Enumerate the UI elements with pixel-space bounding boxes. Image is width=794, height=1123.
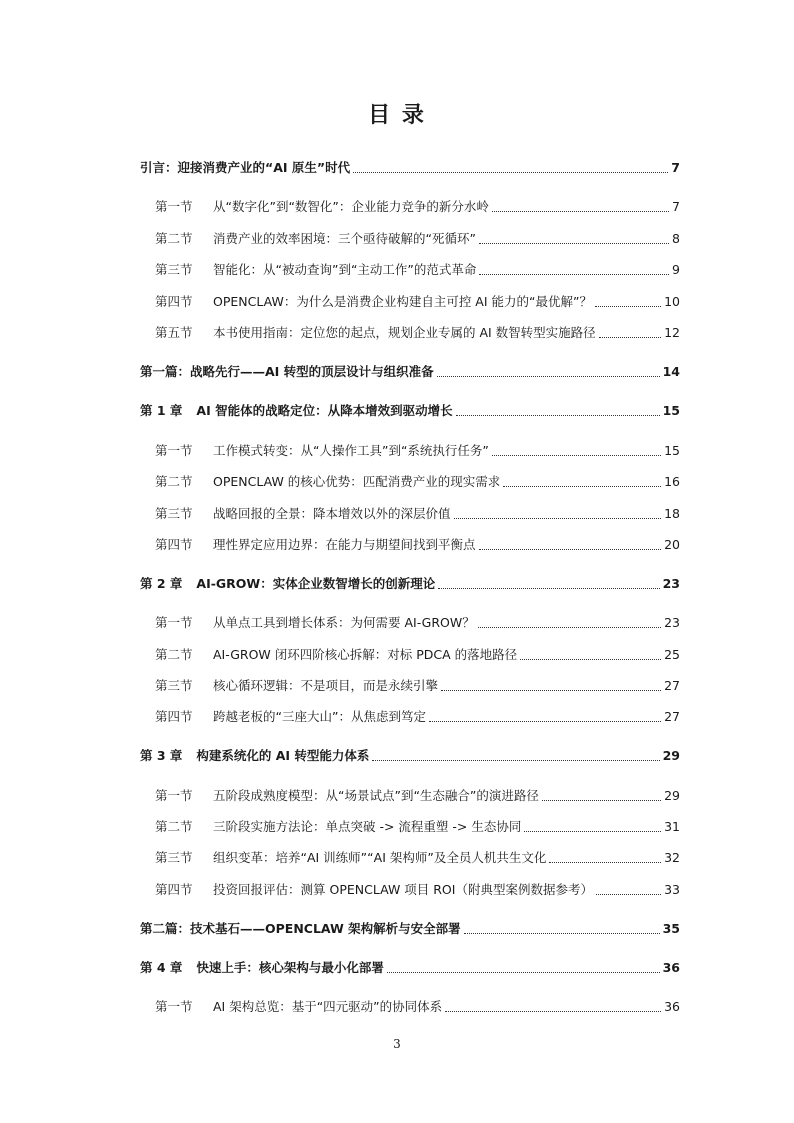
- toc-heading-entry[interactable]: [140, 362, 680, 382]
- toc-entry-page: 15: [664, 443, 680, 458]
- toc-section-entry[interactable]: [155, 260, 680, 280]
- toc-section-entry[interactable]: [155, 292, 680, 312]
- dot-leader: [542, 800, 661, 801]
- toc-section-entry[interactable]: [155, 535, 680, 555]
- toc-entry-title: AI 架构总览：基于“四元驱动”的协同体系: [213, 999, 443, 1014]
- toc-entry-number: 第 1 章: [140, 403, 183, 418]
- dot-leader: [353, 172, 668, 173]
- toc-entry-title: AI 智能体的战略定位：从降本增效到驱动增长: [196, 403, 453, 418]
- toc-entry-title: 工作模式转变：从“人操作工具”到“系统执行任务”: [213, 443, 489, 458]
- dot-leader: [599, 337, 661, 338]
- toc-section-entry[interactable]: [155, 880, 680, 900]
- toc-heading-entry[interactable]: [140, 574, 680, 594]
- dot-leader: [464, 933, 660, 934]
- toc-entry-number: 第三节: [155, 850, 193, 865]
- toc-entry-number: 第一节: [155, 443, 193, 458]
- toc-entry-number: 第三节: [155, 262, 193, 277]
- toc-entry-page: 32: [664, 850, 680, 865]
- dot-leader: [549, 862, 661, 863]
- toc-heading-entry[interactable]: [140, 919, 680, 939]
- toc-entry-title: 三阶段实施方法论：单点突破 -> 流程重塑 -> 生态协同: [213, 819, 522, 834]
- toc-entry-number: 第二节: [155, 474, 193, 489]
- toc-entry-number: 第三节: [155, 506, 193, 521]
- dot-leader: [372, 760, 659, 761]
- toc-entry-number: 第四节: [155, 294, 193, 309]
- toc-entry-title: 跨越老板的“三座大山”：从焦虑到笃定: [213, 709, 426, 724]
- toc-entry-number: 第 4 章: [140, 960, 183, 975]
- toc-entry-page: 14: [662, 364, 680, 379]
- dot-leader: [454, 518, 662, 519]
- toc-entry-number: 第二节: [155, 231, 193, 246]
- toc-section-entry[interactable]: [155, 323, 680, 343]
- toc-entry-title: 从单点工具到增长体系：为何需要 AI-GROW？: [213, 615, 475, 630]
- toc-entry-page: 16: [664, 474, 680, 489]
- dot-leader: [492, 211, 669, 212]
- toc-entry-title: 战略回报的全景：降本增效以外的深层价值: [213, 506, 451, 521]
- toc-entry-page: 23: [662, 576, 680, 591]
- toc-entry-number: 第一节: [155, 999, 193, 1014]
- toc-entry-title: AI-GROW：实体企业数智增长的创新理论: [196, 576, 436, 591]
- toc-entry-number: 第三节: [155, 678, 193, 693]
- toc-section-entry[interactable]: [155, 997, 680, 1017]
- toc-entry-page: 29: [664, 788, 680, 803]
- toc-entry-page: 12: [664, 325, 680, 340]
- toc-heading-entry[interactable]: [140, 958, 680, 978]
- toc-entry-number: 第四节: [155, 709, 193, 724]
- toc-section-entry[interactable]: [155, 645, 680, 665]
- toc-entry-page: 33: [664, 882, 680, 897]
- toc-entry-title: 核心循环逻辑：不是项目，而是永续引擎: [213, 678, 439, 693]
- dot-leader: [429, 721, 661, 722]
- toc-entry-number: 第 3 章: [140, 748, 183, 763]
- toc-entry-page: 20: [664, 537, 680, 552]
- toc-entry-number: 第一节: [155, 788, 193, 803]
- toc-section-entry[interactable]: [155, 707, 680, 727]
- toc-entry-page: 10: [664, 294, 680, 309]
- toc-heading-entry[interactable]: [140, 158, 680, 178]
- dot-leader: [445, 1011, 661, 1012]
- toc-entry-title: 快速上手：核心架构与最小化部署: [196, 960, 384, 975]
- dot-leader: [438, 588, 659, 589]
- toc-entry-title: 理性界定应用边界：在能力与期望间找到平衡点: [213, 537, 476, 552]
- toc-entry-page: 7: [672, 199, 680, 214]
- toc-heading-entry[interactable]: [140, 401, 680, 421]
- dot-leader: [596, 894, 661, 895]
- dot-leader: [437, 376, 660, 377]
- toc-entry-page: 9: [672, 262, 680, 277]
- toc-entry-title: OPENCLAW 的核心优势：匹配消费产业的现实需求: [213, 474, 501, 489]
- toc-entry-page: 15: [662, 403, 680, 418]
- dot-leader: [479, 243, 669, 244]
- page-title: 目 录: [368, 102, 426, 128]
- toc-entry-page: 23: [664, 615, 680, 630]
- toc-entry-title: OPENCLAW：为什么是消费企业构建自主可控 AI 能力的“最优解”？: [213, 294, 592, 309]
- dot-leader: [479, 274, 669, 275]
- page-number: 3: [393, 1037, 401, 1051]
- toc-entry-number: 第一节: [155, 615, 193, 630]
- toc-section-entry[interactable]: [155, 613, 680, 633]
- toc-entry-page: 27: [664, 709, 680, 724]
- toc-entry-page: 36: [664, 999, 680, 1014]
- toc-entry-title: 投资回报评估：测算 OPENCLAW 项目 ROI（附典型案例数据参考）: [213, 882, 593, 897]
- toc-heading-entry[interactable]: [140, 746, 680, 766]
- toc-entry-number: 第 2 章: [140, 576, 183, 591]
- dot-leader: [479, 549, 662, 550]
- toc-entry-number: 第四节: [155, 537, 193, 552]
- toc-section-entry[interactable]: [155, 441, 680, 461]
- toc-entry-number: 第五节: [155, 325, 193, 340]
- dot-leader: [524, 831, 661, 832]
- toc-entry-page: 36: [662, 960, 680, 975]
- toc-entry-title: AI-GROW 闭环四阶核心拆解：对标 PDCA 的落地路径: [213, 647, 518, 662]
- dot-leader: [387, 972, 660, 973]
- toc-entry-title: 组织变革：培养“AI 训练师”“AI 架构师”及全员人机共生文化: [213, 850, 547, 865]
- toc-entry-page: 25: [664, 647, 680, 662]
- dot-leader: [503, 486, 661, 487]
- toc-entry-title: 构建系统化的 AI 转型能力体系: [196, 748, 370, 763]
- toc-section-entry[interactable]: [155, 848, 680, 868]
- dot-leader: [441, 690, 661, 691]
- toc-entry-page: 29: [662, 748, 680, 763]
- toc-entry-page: 7: [671, 160, 680, 175]
- toc-entry-page: 18: [664, 506, 680, 521]
- dot-leader: [492, 455, 661, 456]
- toc-section-entry[interactable]: [155, 676, 680, 696]
- toc-section-entry[interactable]: [155, 472, 680, 492]
- toc-entry-number: 第二节: [155, 647, 193, 662]
- dot-leader: [478, 627, 661, 628]
- toc-section-entry[interactable]: [155, 229, 680, 249]
- dot-leader: [595, 306, 661, 307]
- dot-leader: [456, 415, 660, 416]
- toc-section-entry[interactable]: [155, 197, 680, 217]
- toc-entry-title: 引言：迎接消费产业的“AI 原生”时代: [140, 160, 351, 175]
- toc-entry-number: 第四节: [155, 882, 193, 897]
- toc-entry-title: 五阶段成熟度模型：从“场景试点”到“生态融合”的演进路径: [213, 788, 539, 803]
- toc-entry-page: 35: [662, 921, 680, 936]
- toc-entry-page: 27: [664, 678, 680, 693]
- toc-entry-title: 消费产业的效率困境：三个亟待破解的“死循环”: [213, 231, 476, 246]
- toc-section-entry[interactable]: [155, 817, 680, 837]
- toc-section-entry[interactable]: [155, 786, 680, 806]
- toc-section-entry[interactable]: [155, 504, 680, 524]
- toc-entry-title: 智能化：从“被动查询”到“主动工作”的范式革命: [213, 262, 477, 277]
- toc-entry-title: 从“数字化”到“数智化”：企业能力竞争的新分水岭: [213, 199, 489, 214]
- toc-entry-title: 第一篇：战略先行——AI 转型的顶层设计与组织准备: [140, 364, 434, 379]
- dot-leader: [520, 659, 661, 660]
- toc-entry-number: 第一节: [155, 199, 193, 214]
- toc-entry-page: 8: [672, 231, 680, 246]
- toc-entry-number: 第二节: [155, 819, 193, 834]
- toc-entry-title: 第二篇：技术基石——OPENCLAW 架构解析与安全部署: [140, 921, 461, 936]
- toc-entry-title: 本书使用指南：定位您的起点，规划企业专属的 AI 数智转型实施路径: [213, 325, 596, 340]
- toc-entry-page: 31: [664, 819, 680, 834]
